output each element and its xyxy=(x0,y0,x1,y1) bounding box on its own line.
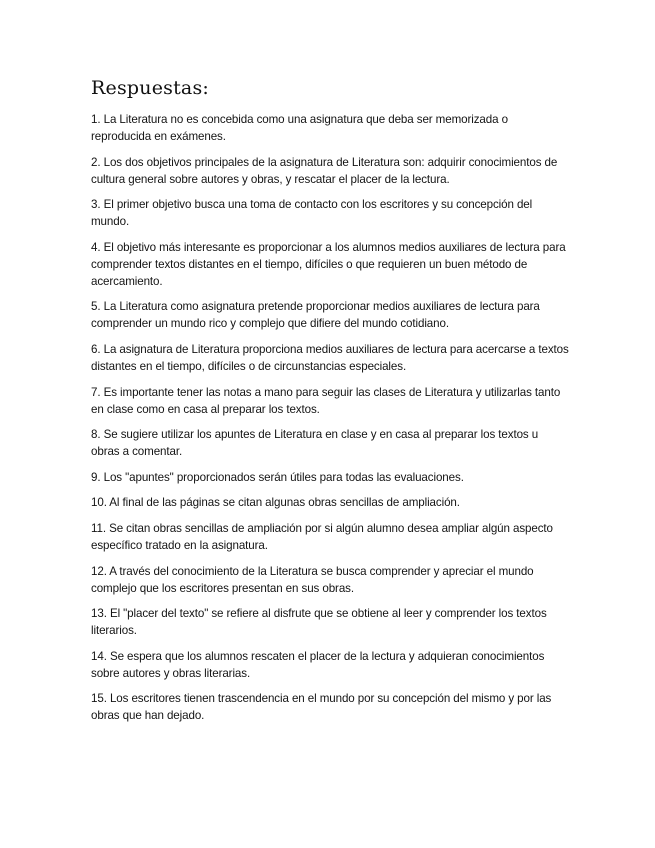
answer-item: 10. Al final de las páginas se citan algunas obras sencillas de ampliación. xyxy=(91,496,460,510)
answer-item: 4. El objetivo más interesante es proporcionar a los alumnos medios auxiliares de lectura para comprender textos distantes en el tiempo, difíciles o que requieren un buen método de acercamiento. xyxy=(91,240,566,288)
answer-item: 12. A través del conocimiento de la Literatura se busca comprender y apreciar el mundo complejo que los escritores presentan en sus obras. xyxy=(91,564,534,595)
answer-item: 13. El "placer del texto" se refiere al disfrute que se obtiene al leer y comprender los textos literarios. xyxy=(91,607,547,638)
answer-item: 11. Se citan obras sencillas de ampliación por si algún alumno desea ampliar algún aspecto específico tratado en la asignatura. xyxy=(91,521,553,552)
answer-item: 7. Es importante tener las notas a mano para seguir las clases de Literatura y utilizarlas tanto en clase como en casa al preparar los textos. xyxy=(91,385,561,416)
page-title: Respuestas: xyxy=(91,77,210,99)
answer-item: 8. Se sugiere utilizar los apuntes de Literatura en clase y en casa al preparar los textos u obras a comentar. xyxy=(91,428,539,459)
answer-item: 6. La asignatura de Literatura proporciona medios auxiliares de lectura para acercarse a textos distantes en el tiempo, difíciles o de circunstancias especiales. xyxy=(91,342,569,373)
answer-item: 1. La Literatura no es concebida como una asignatura que deba ser memorizada o reproducida en exámenes. xyxy=(91,113,508,143)
answer-item: 14. Se espera que los alumnos rescaten el placer de la lectura y adquieran conocimientos sobre autores y obras literarias. xyxy=(91,649,545,680)
answers-list xyxy=(91,111,569,733)
answer-item: 15. Los escritores tienen trascendencia en el mundo por su concepción del mismo y por las obras que han dejado. xyxy=(91,692,552,723)
answer-item: 5. La Literatura como asignatura pretende proporcionar medios auxiliares de lectura para comprender un mundo rico y complejo que difiere del mundo cotidiano. xyxy=(91,300,540,331)
answer-item: 3. El primer objetivo busca una toma de contacto con los escritores y su concepción del mundo. xyxy=(91,198,533,229)
answer-item: 2. Los dos objetivos principales de la asignatura de Literatura son: adquirir conocimientos de cultura general sobre autores y obras, y rescatar el placer de la lectura. xyxy=(91,155,558,186)
answer-item: 9. Los "apuntes" proporcionados serán útiles para todas las evaluaciones. xyxy=(91,470,464,484)
